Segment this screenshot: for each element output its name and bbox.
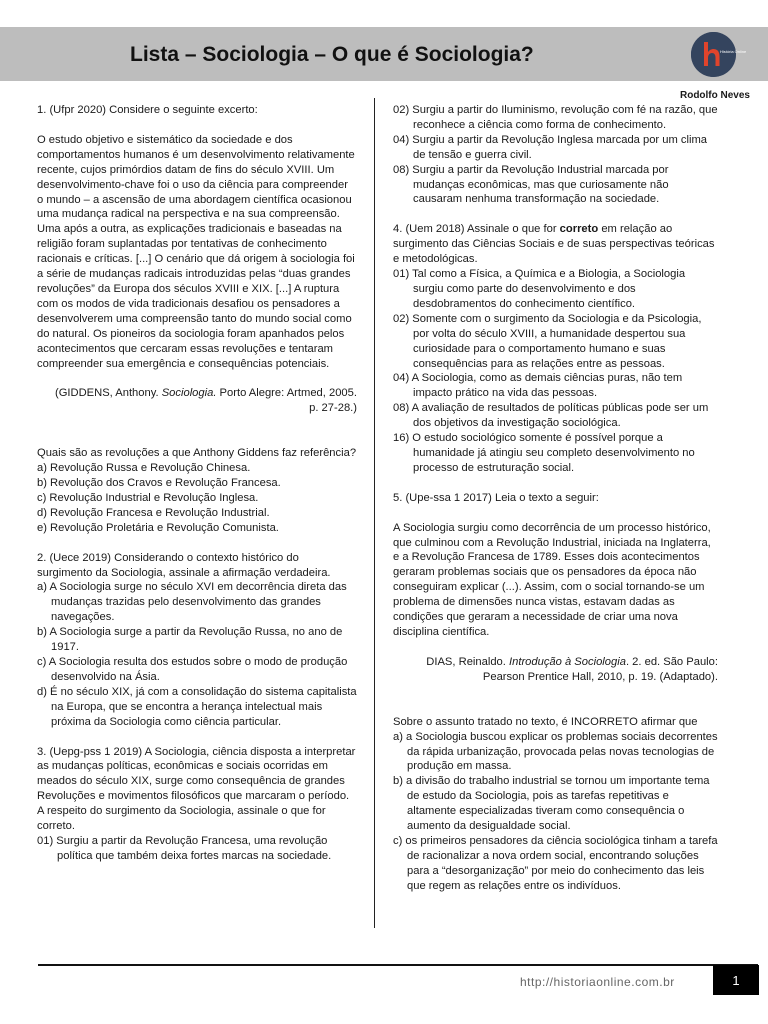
- q3-option: 04) Surgiu a partir da Revolução Inglesa marcada por um clima de tensão e guerra civil.: [393, 133, 708, 161]
- column-divider: [374, 98, 375, 928]
- q4-heading-post: em relação ao surgimento das Ciências Sociais e de suas perspectivas teóricas e metodológicas.: [393, 223, 715, 266]
- q5-question: Sobre o assunto tratado no texto, é INCORRETO afirmar que: [393, 715, 698, 728]
- q1-question: Quais são as revoluções a que Anthony Giddens faz referência?: [37, 447, 357, 460]
- q5-option: b) a divisão do trabalho industrial se tornou um importante tema de estudo da Sociologia, pois as tarefas repetitivas e altamente especializadas tiveram como consequência o aumento da desigualdade social.: [393, 775, 710, 833]
- historia-online-logo: [691, 32, 747, 77]
- q2-heading: 2. (Uece 2019) Considerando o contexto histórico do surgimento da Sociologia, assinale a afirmação verdadeira.: [37, 551, 331, 579]
- q4-option: 08) A avaliação de resultados de políticas públicas pode ser um dos objetivos da investigação sociológica.: [393, 402, 709, 430]
- q5-cite-title: Introdução à Sociologia: [509, 655, 626, 668]
- page-number: 1: [713, 965, 759, 995]
- footer-rule: [38, 964, 758, 966]
- q1-cite-publisher: Porto Alegre: Artmed, 2005.: [216, 387, 357, 400]
- q1-citation: [37, 386, 357, 401]
- q3-heading: 3. (Uepg-pss 1 2019) A Sociologia, ciência disposta a interpretar as mudanças políticas, econômicas e sociais ocorridas em meados do século XIX, surge como consequência de grandes Revoluções e movimentos filosóficos que marcaram o período. A respeito do surgimento da Sociologia, assinale o que for correto.: [37, 745, 356, 833]
- q5-cite-author: DIAS, Reinaldo.: [426, 655, 509, 668]
- q4-heading-pre: 4. (Uem 2018) Assinale o que for: [393, 223, 560, 236]
- q5-option: a) a Sociologia buscou explicar os problemas sociais decorrentes da rápida urbanização, provocada pelas novas tecnologias de produção em massa.: [393, 730, 718, 773]
- author-name: Rodolfo Neves: [679, 90, 750, 101]
- q5-option: c) os primeiros pensadores da ciência sociológica tinham a tarefa de racionalizar a nova ordem social, encontrando soluções para a “desorganização” por meio do conhecimento das leis que regem as relações entre os indivíduos.: [393, 834, 718, 892]
- q4-heading-bold: correto: [559, 223, 599, 236]
- q3-option: 01) Surgiu a partir da Revolução Francesa, uma revolução política que também deixa fortes marcas na sociedade.: [37, 834, 332, 862]
- q5-heading: 5. (Upe-ssa 1 2017) Leia o texto a seguir:: [393, 491, 599, 504]
- left-column: [37, 103, 357, 864]
- q4-option: 04) A Sociologia, como as demais ciências puras, não tem impacto prático na vida das pessoas.: [393, 372, 683, 400]
- q1-option: a) Revolução Russa e Revolução Chinesa.: [37, 462, 251, 475]
- q2-option: a) A Sociologia surge no século XVI em decorrência direta das mudanças trazidas pelo desenvolvimento das grandes navegações.: [37, 581, 347, 624]
- q1-heading: 1. (Ufpr 2020) Considere o seguinte excerto:: [37, 104, 258, 116]
- q1-cite-author: (GIDDENS, Anthony.: [54, 387, 162, 400]
- q1-option: e) Revolução Proletária e Revolução Comunista.: [37, 521, 279, 534]
- q1-excerpt: O estudo objetivo e sistemático da sociedade e dos comportamentos humanos é um desenvolvimento relativamente recente, cujos primórdios datam de fins do século XVIII. Um desenvolvimento-chave foi o uso da ciência para compreender o mundo – a ascensão de uma abordagem científica ocasionou uma mudança radical na perspectiva e na sua compreensão. Uma após a outra, as explicações tradicionais e baseadas na religião foram suplantadas por tentativas de conhecimento racionais e críticas. [...] O cenário que dá origem à sociologia foi a série de mudanças radicais introduzidas pelas “duas grandes revoluções” da Europa dos séculos XVIII e XIX. [...] A ruptura com os modos de vida tradicionais desafiou os pensadores a desenvolverem uma compreensão tanto do mundo social como do natural. Os pioneiros da sociologia foram apanhados pelos acontecimentos que cercaram essas revoluções e tentaram compreender sua emergência e consequências potenciais.: [37, 133, 355, 370]
- logo-text: História Online: [720, 49, 747, 54]
- q1-cite-pages: p. 27-28.): [309, 402, 357, 415]
- q3-option: 08) Surgiu a partir da Revolução Industrial marcada por mudanças econômicas, mas que curiosamente não causaram nenhuma transformação na sociedade.: [393, 163, 669, 206]
- q2-option: c) A Sociologia resulta dos estudos sobre o modo de produção desenvolvido na Ásia.: [37, 656, 348, 683]
- q1-option: b) Revolução dos Cravos e Revolução Francesa.: [37, 477, 281, 490]
- q4-option: 02) Somente com o surgimento da Sociologia e da Psicologia, por volta do século XVIII, a humanidade despertou sua curiosidade para o comportamento humano e suas consequências para as relações entre as pessoas.: [393, 312, 702, 370]
- right-column: [393, 103, 718, 894]
- q5-cite-edition: . 2. ed. São Paulo:: [625, 655, 718, 668]
- page-title: Lista – Sociologia – O que é Sociologia?: [130, 43, 534, 66]
- q1-cite-title: Sociologia.: [161, 387, 217, 400]
- logo-icon: [691, 32, 747, 77]
- q1-option: c) Revolução Industrial e Revolução Inglesa.: [37, 491, 259, 504]
- q5-cite-publisher: Pearson Prentice Hall, 2010, p. 19. (Adaptado).: [482, 670, 718, 683]
- q2-option: d) É no século XIX, já com a consolidação do sistema capitalista na Europa, que se encontra a herança intelectual mais próxima da Sociologia como ciência particular.: [37, 685, 357, 728]
- q4-heading: [393, 222, 718, 267]
- q1-option: d) Revolução Francesa e Revolução Industrial.: [37, 506, 270, 519]
- q5-citation: [393, 655, 718, 670]
- q3-option: 02) Surgiu a partir do Iluminismo, revolução com fé na razão, que reconhece a ciência como forma de conhecimento.: [393, 104, 718, 131]
- q5-excerpt: A Sociologia surgiu como decorrência de um processo histórico, que culminou com a Revolução Industrial, iniciada na Inglaterra, e a Revolução Francesa de 1789. Esses dois acontecimentos geraram problemas sociais que os pensadores da época não conseguiram explicar (...). Assim, com o social tornando-se um problema de dimensões nunca vistas, estavam dadas as condições que geraram a necessidade de criar uma nova disciplina científica.: [393, 521, 711, 638]
- q2-option: b) A Sociologia surge a partir da Revolução Russa, no ano de 1917.: [37, 626, 343, 654]
- q4-option: 16) O estudo sociológico somente é possível porque a humanidade já atingiu seu completo desenvolvimento no processo de estruturação social.: [393, 432, 695, 474]
- q4-option: 01) Tal como a Física, a Química e a Biologia, a Sociologia surgiu como parte do desenvolvimento e dos desdobramentos do conhecimento científico.: [393, 268, 686, 310]
- footer-url: http://historiaonline.com.br: [520, 975, 675, 989]
